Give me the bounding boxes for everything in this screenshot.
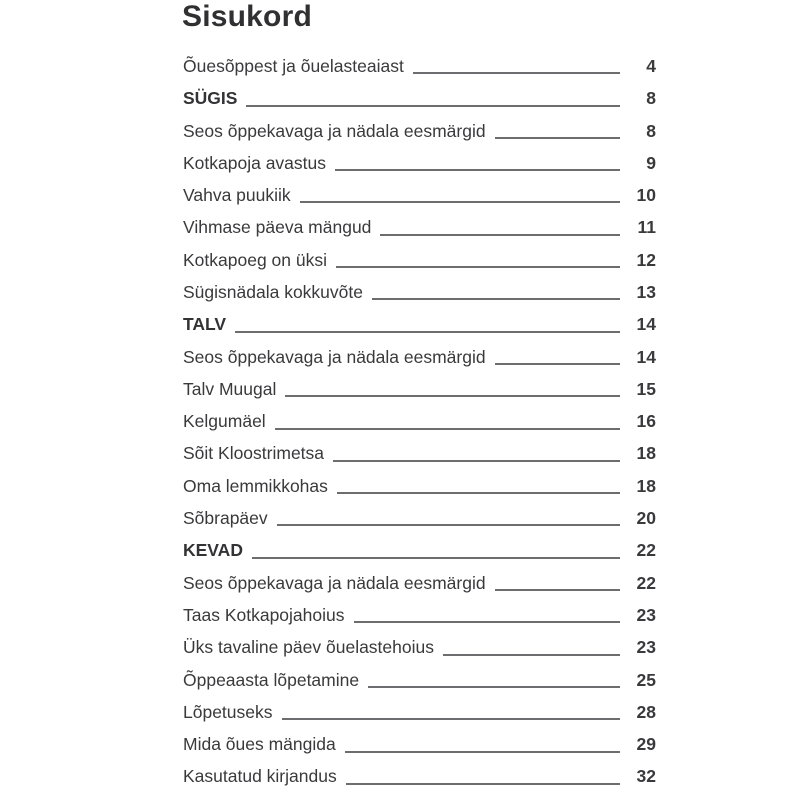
toc-entry-page: 14: [636, 314, 656, 335]
toc-entry-page: 13: [636, 282, 656, 302]
toc-entry-page: 9: [646, 152, 656, 173]
toc-entry-page: 16: [636, 411, 656, 432]
toc-entry: [183, 469, 656, 501]
toc-entry-page: 14: [636, 346, 656, 367]
toc-entry: [183, 727, 656, 759]
toc-list: [183, 49, 656, 792]
toc-entry-label: Vahva puukiik: [183, 185, 291, 206]
toc-entry-page: 18: [636, 475, 656, 496]
toc-leader-line: [345, 749, 620, 753]
toc-entry: [183, 49, 656, 81]
toc-entry-page: 10: [636, 185, 656, 206]
toc-leader-line: [495, 361, 620, 365]
toc-leader-line: [300, 199, 620, 203]
toc-leader-line: [335, 167, 620, 171]
toc-entry-label: Õppeaasta lõpetamine: [183, 669, 360, 690]
toc-entry-label: Kasutatud kirjandus: [183, 766, 337, 787]
toc-entry-label: Seos õppekavaga ja nädala eesmärgid: [183, 120, 486, 141]
toc-leader-line: [413, 70, 620, 74]
toc-leader-line: [252, 555, 620, 559]
toc-entry-label: Sõit Kloostrimetsa: [183, 443, 325, 464]
toc-entry: [183, 501, 656, 533]
toc-leader-line: [443, 652, 620, 656]
toc-entry-page: 8: [646, 88, 656, 109]
toc-entry-page: 12: [636, 249, 656, 270]
toc-entry-page: 25: [636, 669, 656, 690]
toc-entry-label: Vihmase päeva mängud: [183, 217, 372, 238]
toc-entry-label: Seos õppekavaga ja nädala eesmärgid: [183, 572, 486, 593]
toc-entry: [183, 243, 656, 275]
toc-entry: [183, 566, 656, 598]
toc-entry-label: Sügisnädala kokkuvõte: [183, 282, 363, 302]
toc-leader-line: [495, 587, 620, 591]
toc-entry-label: SÜGIS: [183, 88, 238, 109]
toc-entry-label: Mida õues mängida: [183, 734, 336, 755]
toc-leader-line: [346, 781, 620, 785]
toc-leader-line: [235, 329, 620, 333]
toc-entry-page: 15: [636, 378, 656, 399]
toc-entry-page: 23: [636, 637, 656, 658]
toc-leader-line: [277, 522, 620, 526]
toc-entry-label: Õuesõppest ja õuelasteaiast: [183, 55, 404, 76]
toc-entry: [183, 533, 656, 565]
toc-entry-label: Seos õppekavaga ja nädala eesmärgid: [183, 346, 486, 367]
toc-entry-label: Kotkapoja avastus: [183, 152, 327, 173]
toc-leader-line: [354, 619, 621, 623]
toc-leader-line: [380, 232, 620, 236]
toc-leader-line: [275, 426, 620, 430]
toc-entry-label: TALV: [183, 314, 227, 335]
toc-entry: [183, 630, 656, 662]
toc-leader-line: [333, 458, 620, 462]
toc-entry: [183, 114, 656, 146]
toc-entry-label: Kelgumäel: [183, 411, 266, 432]
toc-entry: [183, 404, 656, 436]
toc-entry: [183, 760, 656, 792]
toc-entry-page: 11: [637, 217, 656, 238]
toc-entry-label: Üks tavaline päev õuelastehoius: [183, 637, 434, 658]
toc-entry-page: 4: [646, 55, 656, 76]
toc-entry-label: Oma lemmikkohas: [183, 475, 328, 496]
toc-entry: [183, 178, 656, 210]
toc-entry: [183, 437, 656, 469]
toc-entry-page: 28: [636, 701, 656, 722]
toc-leader-line: [368, 684, 620, 688]
toc-leader-line: [285, 393, 620, 397]
toc-entry: [183, 663, 656, 695]
toc-leader-line: [337, 490, 620, 494]
toc-leader-line: [372, 296, 620, 300]
toc-leader-line: [336, 264, 620, 268]
toc-entry: [183, 695, 656, 727]
toc-entry-label: Kotkapoeg on üksi: [183, 249, 327, 270]
toc-entry: [183, 146, 656, 178]
toc-entry-label: Lõpetuseks: [183, 701, 273, 722]
toc-entry: [183, 372, 656, 404]
toc-entry: [183, 275, 656, 307]
toc-entry-label: Taas Kotkapojahoius: [183, 604, 345, 625]
toc-entry-label: KEVAD: [183, 540, 243, 561]
toc-entry: [183, 210, 656, 242]
toc-entry-page: 18: [636, 443, 656, 464]
toc-leader-line: [246, 103, 620, 107]
toc-entry: [183, 81, 656, 113]
toc-entry-page: 20: [636, 508, 656, 529]
toc-entry-page: 32: [636, 766, 656, 787]
toc-entry-page: 29: [636, 734, 656, 755]
toc-entry-page: 23: [636, 604, 656, 625]
page-title: Sisukord: [182, 0, 312, 33]
toc-entry-label: Sõbrapäev: [183, 508, 268, 529]
toc-entry: [183, 340, 656, 372]
toc-entry-page: 22: [636, 540, 656, 561]
toc-entry-label: Talv Muugal: [183, 378, 277, 399]
toc-entry-page: 22: [636, 572, 656, 593]
toc-entry: [183, 598, 656, 630]
toc-leader-line: [495, 135, 620, 139]
toc-entry: [183, 307, 656, 339]
toc-leader-line: [282, 716, 620, 720]
toc-entry-page: 8: [646, 120, 656, 141]
